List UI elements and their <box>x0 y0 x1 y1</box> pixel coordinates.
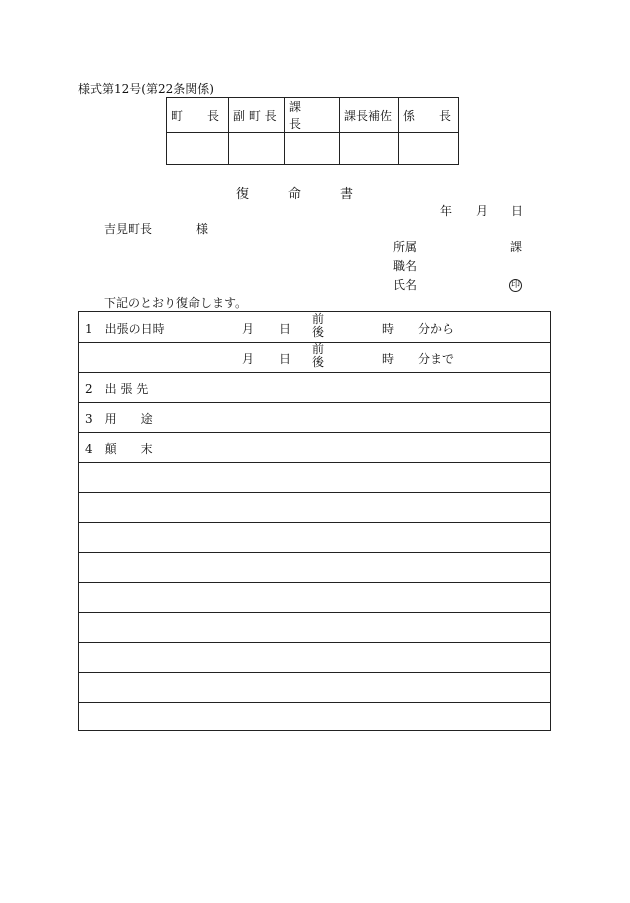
approval-header-mayor: 町 長 <box>167 98 229 133</box>
start-day-label: 日 <box>279 322 292 336</box>
document-title: 復 命 書 <box>236 187 354 202</box>
addressee-honorific: 様 <box>196 222 209 236</box>
date-year-label: 年 <box>440 204 453 218</box>
destination-label: 2 出 張 先 <box>85 382 149 396</box>
dept-label: 所属 <box>393 240 418 254</box>
approval-header-subsection-chief: 係 長 <box>399 98 459 133</box>
stamp-box-section-chief[interactable] <box>285 133 340 165</box>
report-form <box>78 311 551 731</box>
blank-line[interactable] <box>79 612 550 643</box>
approval-table <box>166 97 459 165</box>
datetime-end-row[interactable] <box>79 342 550 373</box>
end-minute-label: 分まで <box>418 352 455 366</box>
blank-line[interactable] <box>79 492 550 523</box>
name-label: 氏名 <box>393 278 418 292</box>
purpose-label: 3 用 途 <box>85 412 153 426</box>
approval-header-deputy-mayor: 副 町 長 <box>229 98 285 133</box>
start-month-label: 月 <box>242 322 255 336</box>
form-number: 様式第12号(第22条関係) <box>78 82 214 96</box>
date-month-label: 月 <box>476 204 489 218</box>
approval-stamp-row <box>167 133 459 165</box>
stamp-box-deputy-mayor[interactable] <box>229 133 285 165</box>
details-label: 4 顛 末 <box>85 442 153 456</box>
blank-line[interactable] <box>79 642 550 673</box>
date-day-label: 日 <box>511 204 524 218</box>
title-label: 職名 <box>393 259 418 273</box>
destination-row[interactable] <box>79 372 550 403</box>
end-am-label: 前 <box>312 342 325 356</box>
stamp-box-mayor[interactable] <box>167 133 229 165</box>
blank-line[interactable] <box>79 552 550 583</box>
datetime-start-row[interactable] <box>79 312 550 343</box>
blank-line[interactable] <box>79 702 550 730</box>
blank-line[interactable] <box>79 582 550 613</box>
stamp-box-subsection-chief[interactable] <box>399 133 459 165</box>
end-day-label: 日 <box>279 352 292 366</box>
end-hour-label: 時 <box>382 352 395 366</box>
purpose-row[interactable] <box>79 402 550 433</box>
start-pm-label: 後 <box>312 325 325 339</box>
dept-suffix: 課 <box>510 240 523 254</box>
details-row[interactable] <box>79 432 550 463</box>
approval-header-row <box>167 98 459 133</box>
blank-line[interactable] <box>79 672 550 703</box>
intro-text: 下記のとおり復命します。 <box>104 296 248 310</box>
approval-header-section-chief: 課 長 <box>285 98 340 133</box>
start-minute-label: 分から <box>418 322 455 336</box>
approval-header-assistant-chief: 課長補佐 <box>340 98 399 133</box>
blank-line[interactable] <box>79 522 550 553</box>
end-month-label: 月 <box>242 352 255 366</box>
blank-line[interactable] <box>79 462 550 493</box>
start-hour-label: 時 <box>382 322 395 336</box>
datetime-label: 1 出張の日時 <box>85 322 165 336</box>
end-pm-label: 後 <box>312 355 325 369</box>
start-am-label: 前 <box>312 312 325 326</box>
start-ampm <box>312 313 324 339</box>
seal-mark <box>509 276 522 292</box>
seal-icon: 印 <box>510 280 520 290</box>
addressee-name: 吉見町長 <box>104 222 153 236</box>
end-ampm <box>312 343 324 369</box>
stamp-box-assistant-chief[interactable] <box>340 133 399 165</box>
